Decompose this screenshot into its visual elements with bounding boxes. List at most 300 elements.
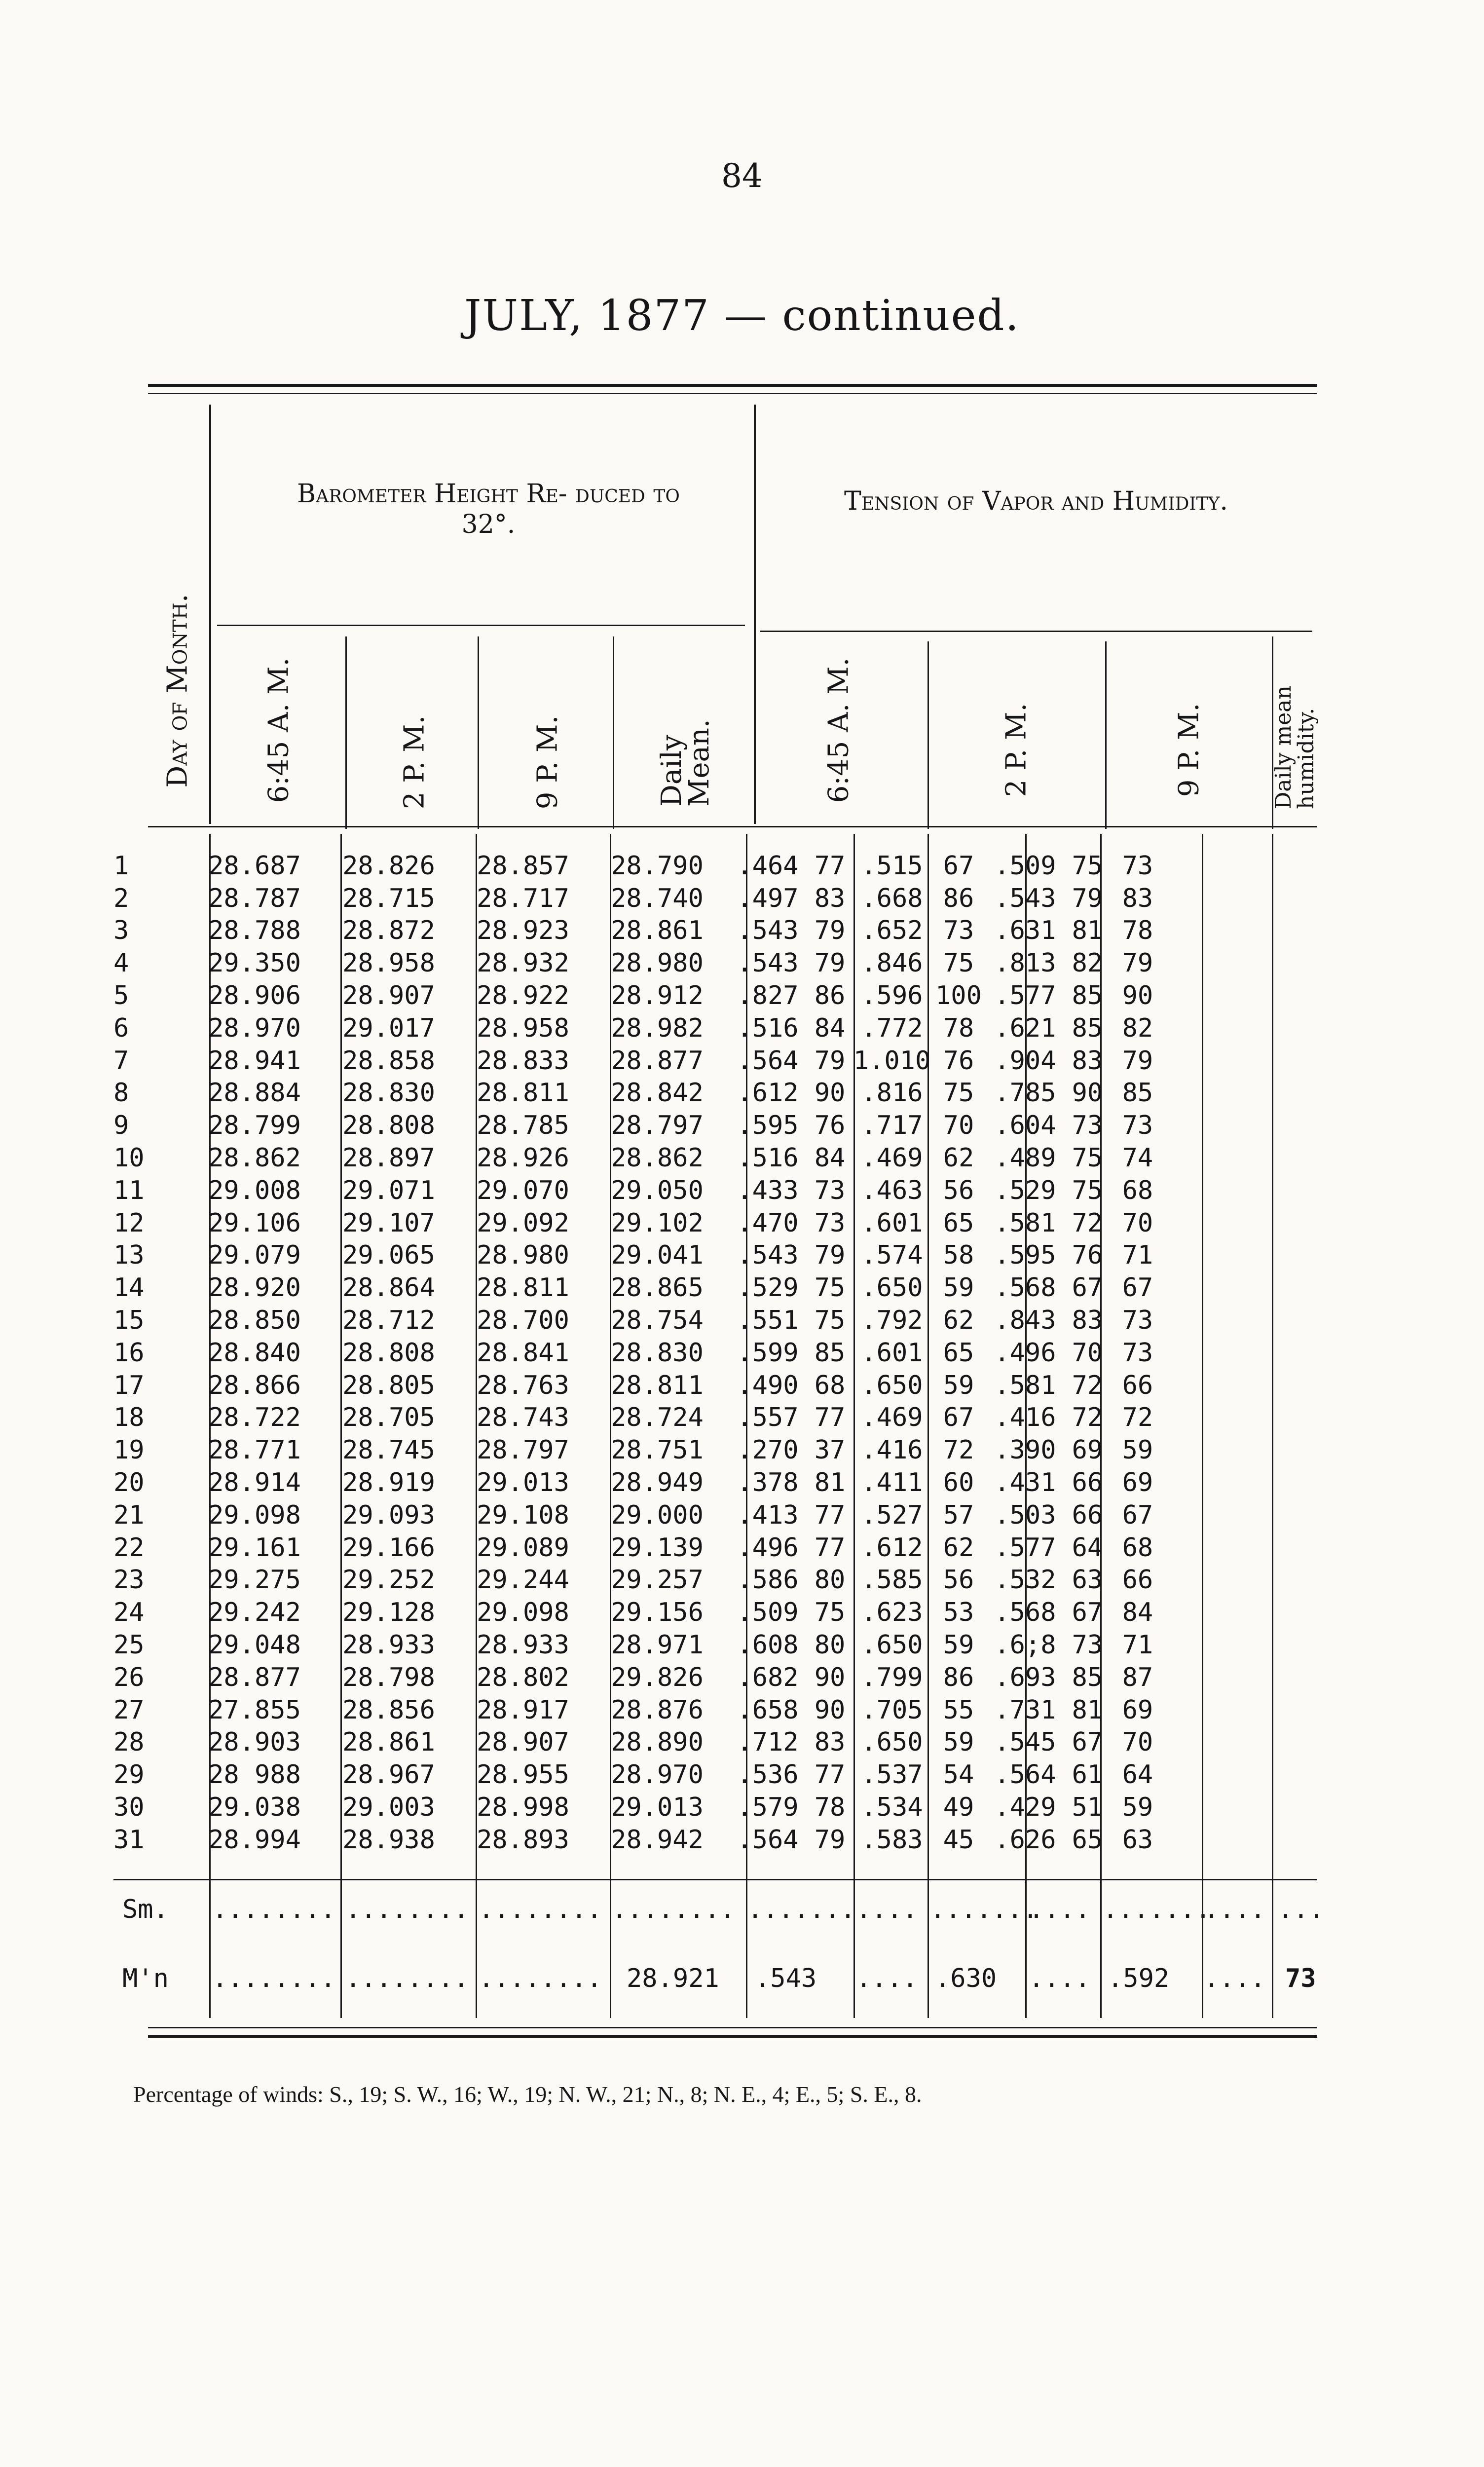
vapor-645am-cell: .595 [737, 1111, 799, 1141]
vapor-2pm-cell: .515 [861, 851, 923, 881]
mean-cell: .... [1204, 1964, 1266, 1993]
bar-daily-mean-cell: 28.830 [611, 1338, 704, 1368]
bar-645am-cell: 28.788 [208, 916, 301, 946]
meteorological-table [113, 850, 1169, 1856]
daily-mean-humidity-cell: 64 [1122, 1760, 1153, 1790]
bar-645am-cell: 29.242 [208, 1598, 301, 1628]
bar-2pm-cell: 28.907 [342, 981, 435, 1011]
daily-mean-humidity-cell: 71 [1122, 1240, 1153, 1271]
humidity-2pm-cell: 73 [943, 916, 974, 946]
barometer-col-2pm: 2 P. M. [398, 715, 431, 810]
barometer-group-underline [217, 625, 745, 626]
bar-daily-mean-cell: 29.102 [611, 1208, 704, 1238]
daily-mean-humidity-cell: 73 [1122, 1306, 1153, 1336]
humidity-9pm-cell: 85 [1072, 1013, 1103, 1043]
day-cell: 25 [113, 1630, 145, 1660]
bar-daily-mean-cell: 28.842 [611, 1078, 704, 1108]
humidity-9pm-cell: 61 [1072, 1760, 1103, 1790]
barometer-col-daily-mean: Daily Mean. [656, 719, 715, 807]
vapor-9pm-cell: .509 [994, 851, 1056, 881]
table-row [113, 1661, 1169, 1694]
bar-9pm-cell: 28.802 [477, 1662, 569, 1692]
day-cell: 2 [113, 883, 129, 913]
vapor-2pm-cell: .463 [861, 1175, 923, 1205]
top-rule-thick [148, 384, 1317, 387]
header-vline-group [754, 405, 756, 824]
table-row [113, 1758, 1169, 1791]
day-cell: 17 [113, 1370, 145, 1400]
bottom-rule-thick [148, 2035, 1317, 2038]
daily-mean-humidity-cell: 84 [1122, 1598, 1153, 1628]
humidity-2pm-cell: 62 [943, 1306, 974, 1336]
humidity-9pm-cell: 72 [1072, 1208, 1103, 1238]
day-cell: 18 [113, 1403, 145, 1433]
bar-9pm-cell: 28.980 [477, 1240, 569, 1271]
humidity-2pm-cell: 72 [943, 1435, 974, 1465]
vapor-9pm-cell: .545 [994, 1727, 1056, 1757]
bar-9pm-cell: 28.833 [477, 1046, 569, 1076]
vapor-645am-cell: .516 [737, 1013, 799, 1043]
bar-645am-cell: 28.914 [208, 1468, 301, 1498]
table-row [113, 1499, 1169, 1532]
humidity-645am-cell: 77 [814, 1533, 846, 1563]
day-cell: 5 [113, 981, 129, 1011]
table-row [113, 1271, 1169, 1304]
vapor-645am-cell: .516 [737, 1143, 799, 1173]
daily-mean-humidity-cell: 66 [1122, 1370, 1153, 1400]
bar-2pm-cell: 28.712 [342, 1306, 435, 1336]
vapor-group-header: Tension of Vapor and Humidity. [844, 486, 1228, 516]
day-cell: 29 [113, 1760, 145, 1790]
top-rule-thin [148, 393, 1317, 394]
day-cell: 13 [113, 1240, 145, 1271]
vapor-9pm-cell: .621 [994, 1013, 1056, 1043]
header-vline-vap2 [1105, 641, 1107, 829]
table-row [113, 882, 1169, 915]
vapor-2pm-cell: .469 [861, 1143, 923, 1173]
header-vline-bar2 [478, 636, 479, 829]
vapor-2pm-cell: .574 [861, 1240, 923, 1271]
vapor-2pm-cell: .816 [861, 1078, 923, 1108]
humidity-645am-cell: 79 [814, 1046, 846, 1076]
mean-cell: .630 [935, 1964, 997, 1993]
bar-9pm-cell: 29.089 [477, 1533, 569, 1563]
vapor-2pm-cell: .705 [861, 1695, 923, 1725]
bar-daily-mean-cell: 28.797 [611, 1111, 704, 1141]
vapor-645am-cell: .543 [737, 948, 799, 978]
mean-row-label: M'n [122, 1964, 169, 1993]
vapor-2pm-cell: .846 [861, 948, 923, 978]
bar-daily-mean-cell: 29.013 [611, 1793, 704, 1822]
vapor-2pm-cell: .411 [861, 1468, 923, 1498]
table-row [113, 1109, 1169, 1142]
bar-645am-cell: 28.906 [208, 981, 301, 1011]
vapor-645am-cell: .270 [737, 1435, 799, 1465]
bar-645am-cell: 28.866 [208, 1370, 301, 1400]
bar-2pm-cell: 28.808 [342, 1111, 435, 1141]
humidity-9pm-cell: 63 [1072, 1565, 1103, 1595]
humidity-645am-cell: 76 [814, 1111, 846, 1141]
table-row [113, 915, 1169, 947]
humidity-645am-cell: 37 [814, 1435, 846, 1465]
bottom-rule-thin [148, 2027, 1317, 2028]
humidity-9pm-cell: 66 [1072, 1468, 1103, 1498]
humidity-9pm-cell: 81 [1072, 916, 1103, 946]
bar-daily-mean-cell: 28.942 [611, 1825, 704, 1855]
vapor-2pm-cell: .534 [861, 1793, 923, 1822]
bar-2pm-cell: 28.872 [342, 916, 435, 946]
bar-645am-cell: 29.275 [208, 1565, 301, 1595]
sum-cell: ....... [1103, 1895, 1211, 1924]
daily-mean-humidity-cell: 73 [1122, 1111, 1153, 1141]
bar-2pm-cell: 28.861 [342, 1727, 435, 1757]
bar-9pm-cell: 28.743 [477, 1403, 569, 1433]
header-bottom-rule [148, 826, 1317, 827]
day-cell: 28 [113, 1727, 145, 1757]
table-row [113, 1694, 1169, 1726]
barometer-col-9pm: 9 P. M. [531, 715, 564, 810]
humidity-2pm-cell: 67 [943, 851, 974, 881]
table-body [113, 850, 1169, 1856]
humidity-9pm-cell: 69 [1072, 1435, 1103, 1465]
daily-mean-humidity-cell: 67 [1122, 1500, 1153, 1530]
humidity-2pm-cell: 65 [943, 1208, 974, 1238]
vapor-2pm-cell: .650 [861, 1727, 923, 1757]
humidity-9pm-cell: 72 [1072, 1370, 1103, 1400]
humidity-645am-cell: 79 [814, 948, 846, 978]
bar-2pm-cell: 29.003 [342, 1793, 435, 1822]
bar-9pm-cell: 28.998 [477, 1793, 569, 1822]
table-row [113, 1466, 1169, 1499]
bar-9pm-cell: 28.717 [477, 883, 569, 913]
daily-mean-humidity-cell: 59 [1122, 1435, 1153, 1465]
bar-2pm-cell: 29.128 [342, 1598, 435, 1628]
bar-2pm-cell: 28.938 [342, 1825, 435, 1855]
daily-mean-humidity-cell: 74 [1122, 1143, 1153, 1173]
humidity-9pm-cell: 79 [1072, 883, 1103, 913]
vapor-645am-cell: .543 [737, 916, 799, 946]
bar-2pm-cell: 29.093 [342, 1500, 435, 1530]
header-vline-vap1 [928, 641, 929, 829]
vapor-645am-cell: .599 [737, 1338, 799, 1368]
vapor-645am-cell: .529 [737, 1273, 799, 1303]
vapor-645am-cell: .712 [737, 1727, 799, 1757]
humidity-2pm-cell: 62 [943, 1143, 974, 1173]
bar-2pm-cell: 28.830 [342, 1078, 435, 1108]
bar-9pm-cell: 28.958 [477, 1013, 569, 1043]
humidity-9pm-cell: 85 [1072, 1662, 1103, 1692]
humidity-9pm-cell: 75 [1072, 1143, 1103, 1173]
humidity-9pm-cell: 83 [1072, 1306, 1103, 1336]
bar-daily-mean-cell: 28.862 [611, 1143, 704, 1173]
day-cell: 21 [113, 1500, 145, 1530]
bar-9pm-cell: 28.893 [477, 1825, 569, 1855]
humidity-2pm-cell: 56 [943, 1175, 974, 1205]
humidity-645am-cell: 90 [814, 1695, 846, 1725]
mean-cell: .... [1029, 1964, 1091, 1993]
daily-mean-humidity-header: Daily mean humidity. [1270, 685, 1319, 809]
vapor-2pm-cell: .583 [861, 1825, 923, 1855]
bar-daily-mean-cell: 29.139 [611, 1533, 704, 1563]
vapor-9pm-cell: .568 [994, 1273, 1056, 1303]
sum-cell: ....... [747, 1895, 856, 1924]
humidity-645am-cell: 85 [814, 1338, 846, 1368]
day-cell: 31 [113, 1825, 145, 1855]
humidity-645am-cell: 73 [814, 1175, 846, 1205]
vapor-9pm-cell: .626 [994, 1825, 1056, 1855]
vapor-2pm-cell: .601 [861, 1208, 923, 1238]
vapor-2pm-cell: .585 [861, 1565, 923, 1595]
daily-mean-humidity-cell: 79 [1122, 1046, 1153, 1076]
day-of-month-header: Day of Month. [161, 594, 194, 788]
bar-2pm-cell: 28.798 [342, 1662, 435, 1692]
bar-645am-cell: 28.722 [208, 1403, 301, 1433]
table-row [113, 1434, 1169, 1466]
bar-daily-mean-cell: 28.861 [611, 916, 704, 946]
daily-mean-humidity-cell: 68 [1122, 1175, 1153, 1205]
vapor-645am-cell: .612 [737, 1078, 799, 1108]
humidity-2pm-cell: 59 [943, 1630, 974, 1660]
humidity-2pm-cell: 75 [943, 1078, 974, 1108]
humidity-9pm-cell: 70 [1072, 1338, 1103, 1368]
humidity-2pm-cell: 100 [935, 981, 982, 1011]
bar-645am-cell: 28.687 [208, 851, 301, 881]
daily-mean-humidity-cell: 59 [1122, 1793, 1153, 1822]
bar-2pm-cell: 28.826 [342, 851, 435, 881]
vapor-2pm-cell: .799 [861, 1662, 923, 1692]
body-vline-11 [1272, 834, 1273, 2018]
humidity-645am-cell: 80 [814, 1630, 846, 1660]
bar-2pm-cell: 28.897 [342, 1143, 435, 1173]
daily-mean-humidity-cell: 85 [1122, 1078, 1153, 1108]
table-row [113, 1791, 1169, 1824]
vapor-2pm-cell: .652 [861, 916, 923, 946]
table-row [113, 1207, 1169, 1239]
bar-645am-cell: 29.038 [208, 1793, 301, 1822]
daily-mean-humidity-cell: 73 [1122, 1338, 1153, 1368]
bar-645am-cell: 28.862 [208, 1143, 301, 1173]
vapor-645am-cell: .579 [737, 1793, 799, 1822]
humidity-9pm-cell: 67 [1072, 1273, 1103, 1303]
bar-daily-mean-cell: 29.257 [611, 1565, 704, 1595]
vapor-9pm-cell: .564 [994, 1760, 1056, 1790]
humidity-645am-cell: 75 [814, 1598, 846, 1628]
sum-cell: .... [1204, 1895, 1266, 1924]
mean-cell: ........ [212, 1964, 336, 1993]
vapor-9pm-cell: .489 [994, 1143, 1056, 1173]
humidity-9pm-cell: 66 [1072, 1500, 1103, 1530]
bar-2pm-cell: 28.808 [342, 1338, 435, 1368]
day-cell: 27 [113, 1695, 145, 1725]
vapor-9pm-cell: .731 [994, 1695, 1056, 1725]
mean-cell: ........ [345, 1964, 469, 1993]
day-cell: 8 [113, 1078, 129, 1108]
bar-645am-cell: 28.799 [208, 1111, 301, 1141]
bar-2pm-cell: 28.933 [342, 1630, 435, 1660]
daily-mean-humidity-cell: 83 [1122, 883, 1153, 913]
vapor-2pm-cell: .792 [861, 1306, 923, 1336]
bar-645am-cell: 29.161 [208, 1533, 301, 1563]
bar-2pm-cell: 29.252 [342, 1565, 435, 1595]
vapor-9pm-cell: .581 [994, 1208, 1056, 1238]
table-row [113, 1174, 1169, 1207]
bar-daily-mean-cell: 28.982 [611, 1013, 704, 1043]
day-cell: 4 [113, 948, 129, 978]
vapor-645am-cell: .543 [737, 1240, 799, 1271]
table-row [113, 1629, 1169, 1661]
bar-9pm-cell: 28.917 [477, 1695, 569, 1725]
humidity-645am-cell: 90 [814, 1662, 846, 1692]
bar-2pm-cell: 29.107 [342, 1208, 435, 1238]
daily-mean-humidity-cell: 66 [1122, 1565, 1153, 1595]
table-row [113, 1045, 1169, 1077]
table-row [113, 1012, 1169, 1045]
mean-cell: 73 [1285, 1964, 1316, 1993]
humidity-9pm-cell: 72 [1072, 1403, 1103, 1433]
bar-daily-mean-cell: 28.876 [611, 1695, 704, 1725]
vapor-9pm-cell: .390 [994, 1435, 1056, 1465]
bar-2pm-cell: 29.166 [342, 1533, 435, 1563]
bar-daily-mean-cell: 29.041 [611, 1240, 704, 1271]
bar-daily-mean-cell: 29.826 [611, 1662, 704, 1692]
vapor-9pm-cell: .604 [994, 1111, 1056, 1141]
day-cell: 10 [113, 1143, 145, 1173]
sum-cell: ........ [479, 1895, 602, 1924]
sum-cell: ........ [212, 1895, 336, 1924]
mean-cell: .... [856, 1964, 918, 1993]
bar-645am-cell: 28.970 [208, 1013, 301, 1043]
day-cell: 12 [113, 1208, 145, 1238]
humidity-2pm-cell: 45 [943, 1825, 974, 1855]
humidity-9pm-cell: 83 [1072, 1046, 1103, 1076]
table-row [113, 979, 1169, 1012]
humidity-9pm-cell: 90 [1072, 1078, 1103, 1108]
vapor-9pm-cell: .581 [994, 1370, 1056, 1400]
bar-9pm-cell: 28.811 [477, 1273, 569, 1303]
table-row [113, 1402, 1169, 1434]
humidity-2pm-cell: 70 [943, 1111, 974, 1141]
daily-mean-humidity-cell: 70 [1122, 1208, 1153, 1238]
bar-645am-cell: 29.106 [208, 1208, 301, 1238]
vapor-645am-cell: .564 [737, 1825, 799, 1855]
vapor-2pm-cell: .650 [861, 1630, 923, 1660]
vapor-9pm-cell: .693 [994, 1662, 1056, 1692]
bar-9pm-cell: 29.092 [477, 1208, 569, 1238]
humidity-9pm-cell: 67 [1072, 1598, 1103, 1628]
vapor-645am-cell: .496 [737, 1533, 799, 1563]
vapor-9pm-cell: .503 [994, 1500, 1056, 1530]
humidity-645am-cell: 73 [814, 1208, 846, 1238]
sum-cell: ........ [345, 1895, 469, 1924]
humidity-2pm-cell: 57 [943, 1500, 974, 1530]
day-cell: 22 [113, 1533, 145, 1563]
bar-645am-cell: 28 988 [208, 1760, 301, 1790]
table-row [113, 1077, 1169, 1110]
humidity-9pm-cell: 76 [1072, 1240, 1103, 1271]
humidity-645am-cell: 75 [814, 1273, 846, 1303]
bar-9pm-cell: 28.933 [477, 1630, 569, 1660]
wind-percentage-footnote: Percentage of winds: S., 19; S. W., 16; W., 19; N. W., 21; N., 8; N. E., 4; E., 5; S. E., 8. [133, 2082, 922, 2107]
day-cell: 15 [113, 1306, 145, 1336]
bar-9pm-cell: 28.811 [477, 1078, 569, 1108]
humidity-9pm-cell: 81 [1072, 1695, 1103, 1725]
humidity-9pm-cell: 64 [1072, 1533, 1103, 1563]
bar-daily-mean-cell: 28.811 [611, 1370, 704, 1400]
table-row [113, 1824, 1169, 1856]
table-row [113, 1726, 1169, 1759]
vapor-group-underline [760, 631, 1312, 632]
daily-mean-humidity-cell: 72 [1122, 1403, 1153, 1433]
vapor-9pm-cell: .785 [994, 1078, 1056, 1108]
table-row [113, 1304, 1169, 1337]
bar-9pm-cell: 29.098 [477, 1598, 569, 1628]
bar-daily-mean-cell: 28.877 [611, 1046, 704, 1076]
bar-645am-cell: 29.350 [208, 948, 301, 978]
vapor-9pm-cell: .416 [994, 1403, 1056, 1433]
vapor-645am-cell: .536 [737, 1760, 799, 1790]
humidity-9pm-cell: 75 [1072, 851, 1103, 881]
vapor-9pm-cell: .496 [994, 1338, 1056, 1368]
bar-2pm-cell: 28.958 [342, 948, 435, 978]
bar-9pm-cell: 28.932 [477, 948, 569, 978]
humidity-2pm-cell: 62 [943, 1533, 974, 1563]
bar-daily-mean-cell: 28.740 [611, 883, 704, 913]
mean-cell: .543 [755, 1964, 817, 1993]
humidity-645am-cell: 79 [814, 916, 846, 946]
header-vline-day [209, 405, 211, 824]
page-title: JULY, 1877 — continued. [464, 291, 1020, 340]
bar-645am-cell: 28.994 [208, 1825, 301, 1855]
bar-9pm-cell: 28.797 [477, 1435, 569, 1465]
mean-cell: 28.921 [627, 1964, 719, 1993]
bar-2pm-cell: 28.864 [342, 1273, 435, 1303]
bar-daily-mean-cell: 29.050 [611, 1175, 704, 1205]
humidity-645am-cell: 83 [814, 883, 846, 913]
humidity-645am-cell: 78 [814, 1793, 846, 1822]
table-row [113, 947, 1169, 979]
bar-2pm-cell: 29.071 [342, 1175, 435, 1205]
vapor-645am-cell: .433 [737, 1175, 799, 1205]
daily-mean-humidity-cell: 68 [1122, 1533, 1153, 1563]
humidity-645am-cell: 75 [814, 1306, 846, 1336]
vapor-2pm-cell: .469 [861, 1403, 923, 1433]
humidity-645am-cell: 84 [814, 1013, 846, 1043]
humidity-2pm-cell: 60 [943, 1468, 974, 1498]
vapor-645am-cell: .557 [737, 1403, 799, 1433]
vapor-2pm-cell: .772 [861, 1013, 923, 1043]
day-cell: 14 [113, 1273, 145, 1303]
daily-mean-humidity-cell: 73 [1122, 851, 1153, 881]
humidity-9pm-cell: 65 [1072, 1825, 1103, 1855]
bar-daily-mean-cell: 28.751 [611, 1435, 704, 1465]
vapor-645am-cell: .827 [737, 981, 799, 1011]
bar-9pm-cell: 28.857 [477, 851, 569, 881]
mean-cell: .592 [1108, 1964, 1170, 1993]
barometer-col-645am: 6:45 A. M. [262, 657, 295, 803]
bar-daily-mean-cell: 28.724 [611, 1403, 704, 1433]
daily-mean-humidity-cell: 70 [1122, 1727, 1153, 1757]
humidity-2pm-cell: 75 [943, 948, 974, 978]
header-vline-bar3 [613, 636, 614, 829]
vapor-9pm-cell: .631 [994, 916, 1056, 946]
vapor-2pm-cell: .668 [861, 883, 923, 913]
bar-9pm-cell: 28.841 [477, 1338, 569, 1368]
day-cell: 1 [113, 851, 129, 881]
vapor-9pm-cell: .543 [994, 883, 1056, 913]
humidity-9pm-cell: 67 [1072, 1727, 1103, 1757]
humidity-645am-cell: 84 [814, 1143, 846, 1173]
bar-645am-cell: 29.079 [208, 1240, 301, 1271]
